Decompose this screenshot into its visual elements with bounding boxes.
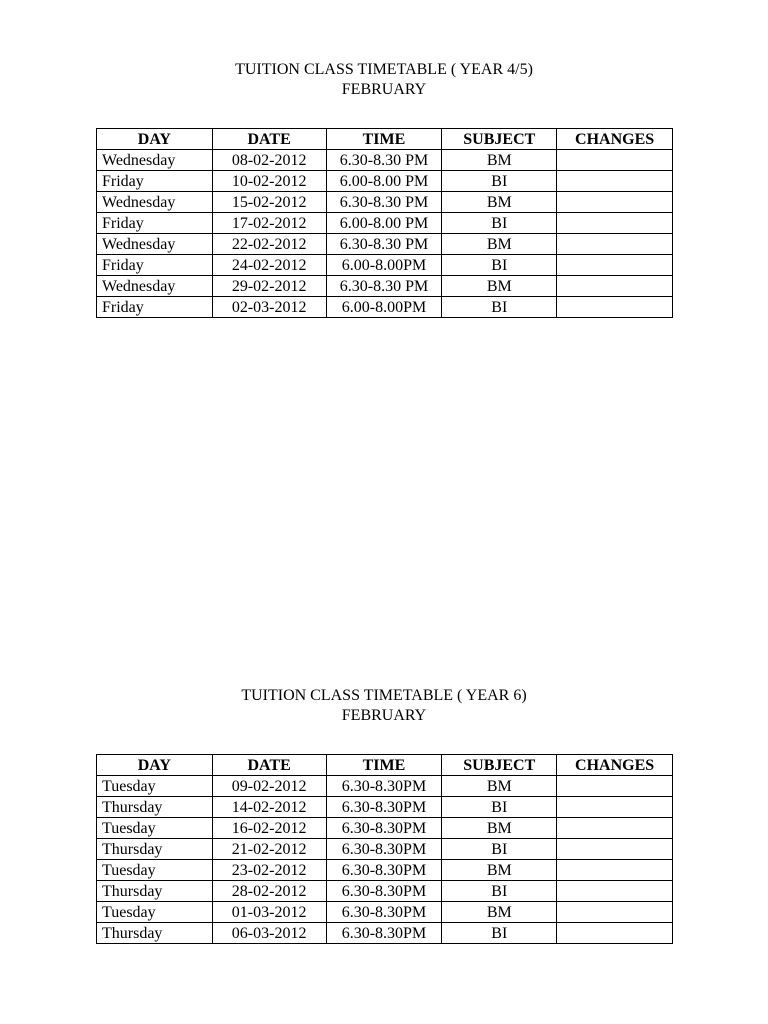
table-row <box>97 234 673 255</box>
table-row <box>97 818 673 839</box>
cell-time: 6.30-8.30 PM <box>326 276 442 297</box>
cell-day: Friday <box>97 255 213 276</box>
table-row <box>97 171 673 192</box>
cell-date: 09-02-2012 <box>212 776 326 797</box>
cell-time: 6.00-8.00 PM <box>326 213 442 234</box>
cell-time: 6.30-8.30PM <box>326 776 442 797</box>
header-subject: SUBJECT <box>442 755 557 776</box>
cell-changes <box>557 297 673 318</box>
table-row <box>97 192 673 213</box>
timetable-table <box>96 754 673 944</box>
table-row <box>97 255 673 276</box>
timetable-section-year-4-5 <box>0 60 768 316</box>
table-row <box>97 839 673 860</box>
cell-day: Tuesday <box>97 902 213 923</box>
cell-subject: BM <box>442 776 557 797</box>
cell-day: Wednesday <box>97 276 213 297</box>
cell-date: 01-03-2012 <box>212 902 326 923</box>
timetable-section-year-6 <box>0 686 768 942</box>
cell-changes <box>557 776 673 797</box>
section-subtitle: FEBRUARY <box>341 81 427 98</box>
cell-day: Friday <box>97 213 213 234</box>
table-row <box>97 923 673 944</box>
header-time: TIME <box>326 755 442 776</box>
cell-time: 6.30-8.30PM <box>326 923 442 944</box>
cell-time: 6.30-8.30 PM <box>326 150 442 171</box>
cell-time: 6.00-8.00 PM <box>326 171 442 192</box>
cell-date: 23-02-2012 <box>212 860 326 881</box>
cell-subject: BM <box>442 150 557 171</box>
cell-changes <box>557 192 673 213</box>
header-day: DAY <box>97 755 213 776</box>
timetable-table <box>96 128 673 318</box>
cell-subject: BI <box>442 171 557 192</box>
cell-changes <box>557 171 673 192</box>
cell-time: 6.00-8.00PM <box>326 255 442 276</box>
cell-date: 29-02-2012 <box>212 276 326 297</box>
header-date: DATE <box>212 755 326 776</box>
cell-changes <box>557 255 673 276</box>
cell-time: 6.30-8.30PM <box>326 860 442 881</box>
header-day: DAY <box>97 129 213 150</box>
cell-subject: BI <box>442 255 557 276</box>
table-header-row <box>97 129 673 150</box>
cell-subject: BM <box>442 860 557 881</box>
cell-changes <box>557 860 673 881</box>
cell-changes <box>557 234 673 255</box>
section-subtitle: FEBRUARY <box>341 707 427 724</box>
cell-subject: BI <box>442 881 557 902</box>
cell-day: Tuesday <box>97 818 213 839</box>
table-row <box>97 797 673 818</box>
cell-subject: BI <box>442 923 557 944</box>
cell-subject: BM <box>442 234 557 255</box>
cell-date: 16-02-2012 <box>212 818 326 839</box>
cell-date: 22-02-2012 <box>212 234 326 255</box>
cell-day: Friday <box>97 171 213 192</box>
cell-subject: BM <box>442 902 557 923</box>
section-title: TUITION CLASS TIMETABLE ( YEAR 4/5) <box>235 61 533 78</box>
cell-subject: BM <box>442 276 557 297</box>
cell-subject: BI <box>442 297 557 318</box>
header-date: DATE <box>212 129 326 150</box>
cell-changes <box>557 902 673 923</box>
header-changes: CHANGES <box>557 755 673 776</box>
cell-time: 6.30-8.30PM <box>326 797 442 818</box>
cell-day: Thursday <box>97 923 213 944</box>
table-row <box>97 860 673 881</box>
cell-time: 6.00-8.00PM <box>326 297 442 318</box>
table-row <box>97 776 673 797</box>
cell-date: 17-02-2012 <box>212 213 326 234</box>
cell-time: 6.30-8.30PM <box>326 818 442 839</box>
table-row <box>97 213 673 234</box>
cell-day: Thursday <box>97 797 213 818</box>
table-header-row <box>97 755 673 776</box>
table-body <box>97 776 673 944</box>
cell-changes <box>557 881 673 902</box>
cell-changes <box>557 150 673 171</box>
table-body <box>97 150 673 318</box>
cell-date: 28-02-2012 <box>212 881 326 902</box>
table-row <box>97 881 673 902</box>
table-row <box>97 297 673 318</box>
cell-time: 6.30-8.30 PM <box>326 192 442 213</box>
cell-day: Tuesday <box>97 776 213 797</box>
table-row <box>97 276 673 297</box>
header-subject: SUBJECT <box>442 129 557 150</box>
cell-date: 24-02-2012 <box>212 255 326 276</box>
cell-changes <box>557 797 673 818</box>
cell-time: 6.30-8.30PM <box>326 881 442 902</box>
cell-changes <box>557 923 673 944</box>
header-time: TIME <box>326 129 442 150</box>
cell-changes <box>557 276 673 297</box>
cell-changes <box>557 213 673 234</box>
cell-day: Tuesday <box>97 860 213 881</box>
cell-date: 14-02-2012 <box>212 797 326 818</box>
cell-date: 15-02-2012 <box>212 192 326 213</box>
cell-subject: BM <box>442 818 557 839</box>
cell-changes <box>557 839 673 860</box>
cell-date: 21-02-2012 <box>212 839 326 860</box>
cell-date: 10-02-2012 <box>212 171 326 192</box>
cell-day: Thursday <box>97 881 213 902</box>
cell-day: Wednesday <box>97 192 213 213</box>
cell-time: 6.30-8.30 PM <box>326 234 442 255</box>
cell-date: 06-03-2012 <box>212 923 326 944</box>
table-row <box>97 150 673 171</box>
cell-changes <box>557 818 673 839</box>
cell-subject: BI <box>442 213 557 234</box>
cell-time: 6.30-8.30PM <box>326 839 442 860</box>
cell-day: Thursday <box>97 839 213 860</box>
section-title: TUITION CLASS TIMETABLE ( YEAR 6) <box>241 687 527 704</box>
cell-subject: BI <box>442 797 557 818</box>
cell-time: 6.30-8.30PM <box>326 902 442 923</box>
cell-subject: BI <box>442 839 557 860</box>
cell-day: Wednesday <box>97 150 213 171</box>
cell-subject: BM <box>442 192 557 213</box>
table-row <box>97 902 673 923</box>
cell-date: 02-03-2012 <box>212 297 326 318</box>
cell-date: 08-02-2012 <box>212 150 326 171</box>
cell-day: Wednesday <box>97 234 213 255</box>
cell-day: Friday <box>97 297 213 318</box>
header-changes: CHANGES <box>557 129 673 150</box>
